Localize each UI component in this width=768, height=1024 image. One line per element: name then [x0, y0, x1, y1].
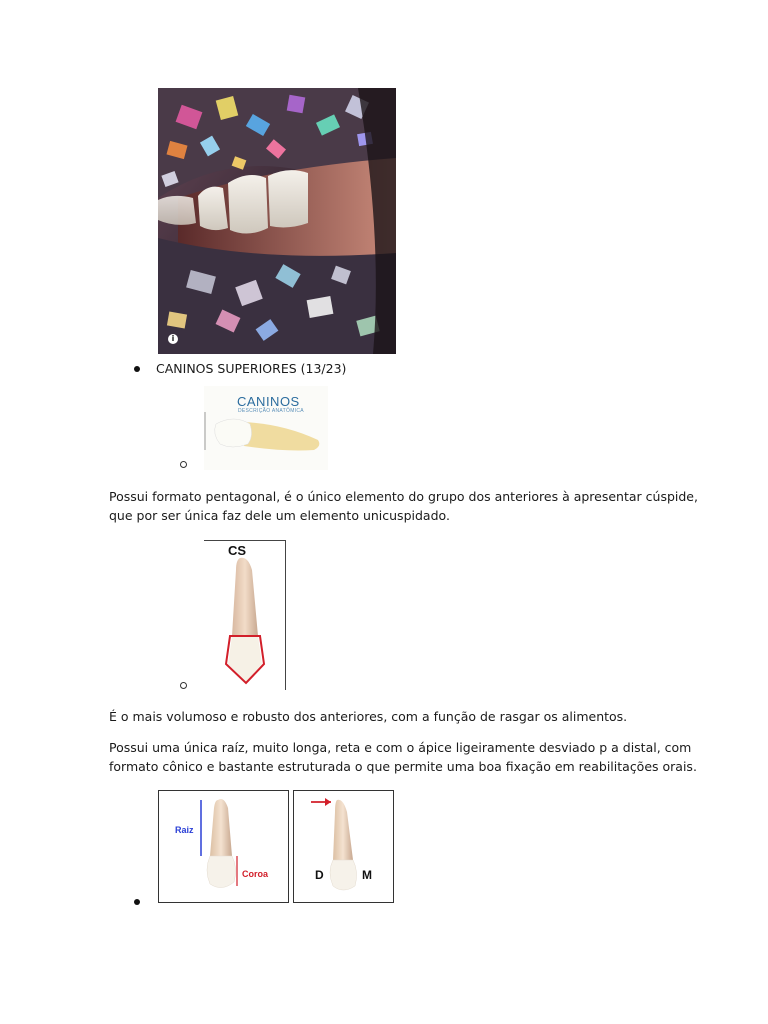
- paragraph-1-line-2: que por ser única faz dele um elemento unicuspidado.: [109, 508, 450, 523]
- canine-distal-tilt-icon: [293, 790, 394, 903]
- canine-pentagon-tooth-icon: [204, 556, 286, 690]
- bullet-icon: [134, 366, 140, 372]
- thumbnail-title: CANINOS: [237, 394, 300, 409]
- canine-tooth-horizontal-icon: [204, 410, 328, 460]
- sub-bullet-icon: [180, 461, 187, 468]
- paragraph-3-line-1: Possui uma única raíz, muito longa, reta e com o ápice ligeiramente desviado p a distal, com: [109, 740, 692, 755]
- raiz-label: Raiz: [175, 825, 194, 835]
- canine-root-crown-icon: [158, 790, 289, 903]
- coroa-label: Coroa: [242, 869, 269, 879]
- distal-label: D: [315, 868, 324, 882]
- caninos-heading: CANINOS SUPERIORES (13/23): [156, 361, 347, 376]
- glitter-lips-photo: [158, 88, 396, 354]
- paragraph-3-line-2: formato cônico e bastante estruturada o que permite uma boa fixação em reabilitações orais.: [109, 759, 697, 774]
- bullet-icon: [134, 899, 140, 905]
- cs-label: CS: [228, 543, 247, 558]
- paragraph-2: É o mais volumoso e robusto dos anteriores, com a função de rasgar os alimentos.: [109, 709, 628, 724]
- mesial-label: M: [362, 868, 372, 882]
- glitter-lips-illustration: [158, 88, 396, 354]
- photo-info-icon[interactable]: i: [168, 334, 178, 344]
- sub-bullet-icon: [180, 682, 187, 689]
- paragraph-1-line-1: Possui formato pentagonal, é o único elemento do grupo dos anteriores à apresentar cúspide,: [109, 489, 698, 504]
- thumbnail-subtitle: DESCRIÇÃO ANATÔMICA: [238, 408, 304, 414]
